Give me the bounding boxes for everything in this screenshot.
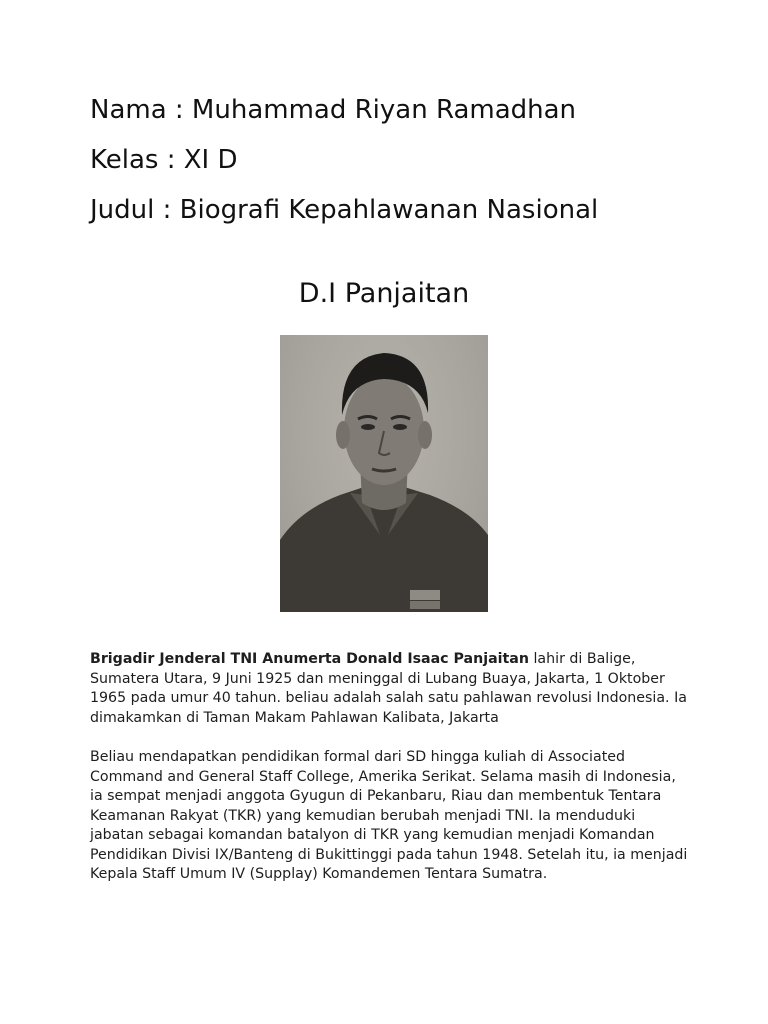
student-info — [90, 90, 598, 240]
page-title: D.I Panjaitan — [298, 278, 470, 309]
full-name: Brigadir Jenderal TNI Anumerta Donald Isaac Panjaitan — [90, 651, 529, 667]
paragraph-1-text: lahir di Balige, Sumatera Utara, 9 Juni 1925 dan meninggal di Lubang Buaya, Jakarta, 1 Oktober 1965 pada umur 40 tahun. beliau adalah salah satu pahlawan revolusi Indonesia. Ia dimakamkan di Taman Makam Pahlawan Kalibata, Jakarta — [90, 651, 687, 726]
student-class: Kelas : XI D — [90, 145, 238, 175]
biography-text — [90, 650, 690, 905]
biography-paragraph-2: Beliau mendapatkan pendidikan formal dari SD hingga kuliah di Associated Command and General Staff College, Amerika Serikat. Selama masih di Indonesia, ia sempat menjadi anggota Gyugun di Pekanbaru, Riau dan membentuk Tentara Keamanan Rakyat (TKR) yang kemudian berubah menjadi TNI. Ia menduduki jabatan sebagai komandan batalyon di TKR yang kemudian menjadi Komandan Pendidikan Divisi IX/Banteng di Bukittinggi pada tahun 1948. Setelah itu, ia menjadi Kepala Staff Umum IV (Supplay) Komandemen Tentara Sumatra. — [90, 749, 688, 882]
portrait-photo — [280, 335, 488, 612]
biography-paragraph-1 — [90, 650, 690, 728]
student-name: Nama : Muhammad Riyan Ramadhan — [90, 95, 577, 125]
document-subject: Judul : Biografi Kepahlawanan Nasional — [90, 195, 599, 225]
